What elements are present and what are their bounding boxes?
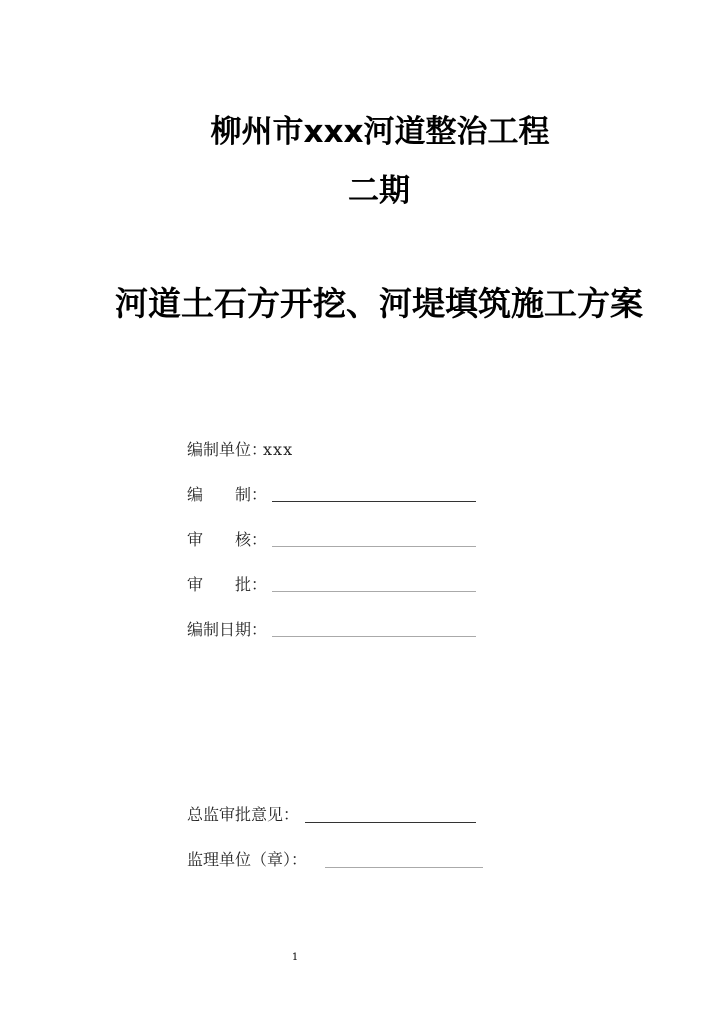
page-number: 1 [291, 952, 299, 963]
supervision-unit-line[interactable] [325, 867, 483, 868]
compiler-signature-line[interactable] [272, 501, 476, 502]
field-approver [187, 575, 268, 595]
supervision-unit-label: 监理单位（章）： [187, 850, 308, 869]
reviewer-label-char2: 核 [234, 530, 251, 549]
approver-label-char1: 审 [187, 575, 204, 594]
colon: ： [251, 575, 268, 594]
approver-signature-line[interactable] [272, 591, 476, 592]
colon: ： [251, 620, 268, 639]
compiler-label-char1: 编 [187, 485, 204, 504]
field-reviewer [187, 530, 268, 550]
field-compiling-unit [187, 440, 293, 460]
field-compile-date [187, 620, 268, 640]
document-title-phase: 二期 [348, 173, 410, 209]
reviewer-signature-line[interactable] [272, 546, 476, 547]
approver-label-char2: 批 [234, 575, 251, 594]
field-compiler [187, 485, 268, 505]
document-title: 柳州市xxx河道整治工程 [210, 114, 550, 150]
compiler-label-char2: 制 [234, 485, 251, 504]
colon: ： [251, 530, 268, 549]
chief-supervisor-opinion-label: 总监审批意见： [187, 805, 300, 824]
compile-date-line[interactable] [272, 636, 476, 637]
compiling-unit-value: xxx [263, 440, 294, 459]
compiling-unit-label: 编制单位 [187, 440, 252, 459]
reviewer-label-char1: 审 [187, 530, 204, 549]
document-subtitle: 河道土石方开挖、河堤填筑施工方案 [115, 284, 643, 323]
chief-supervisor-opinion-line[interactable] [305, 822, 476, 823]
field-chief-supervisor-opinion [187, 805, 299, 825]
compile-date-label: 编制日期 [187, 620, 252, 639]
colon: ： [251, 440, 268, 459]
field-supervision-unit [187, 850, 307, 870]
colon: ： [251, 485, 268, 504]
